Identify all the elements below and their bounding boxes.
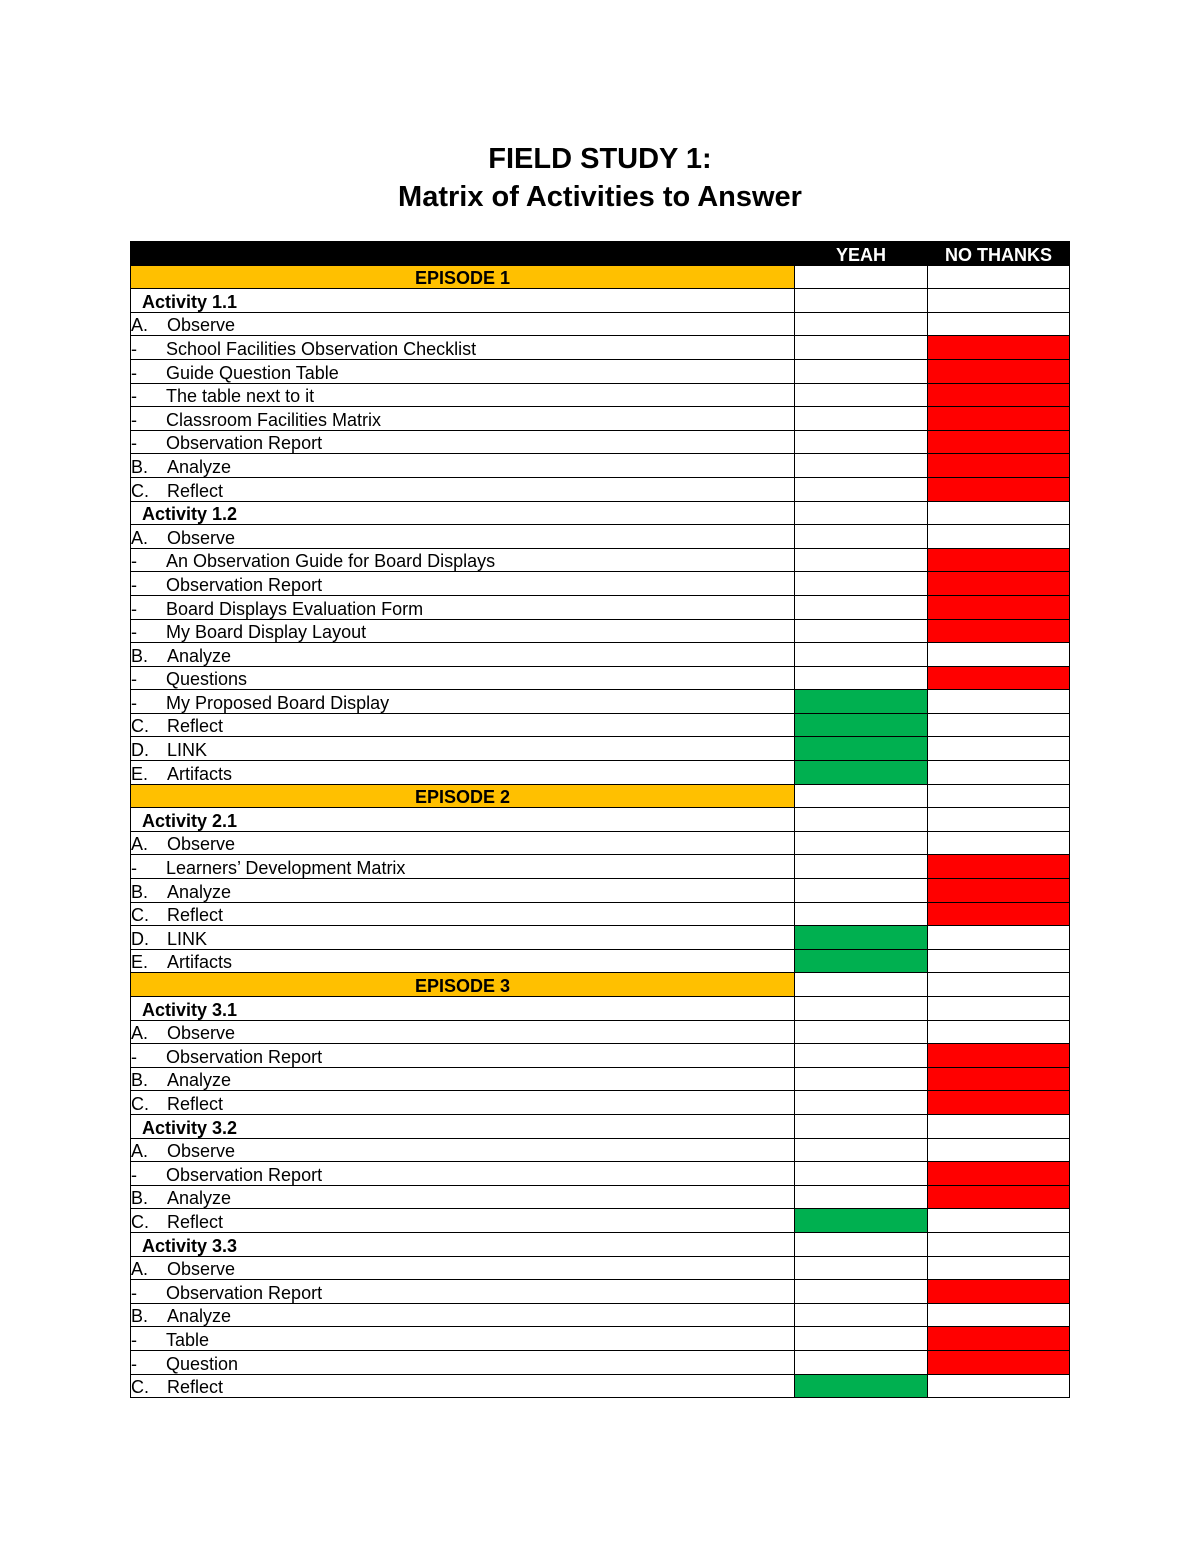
no-thanks-cell: [928, 949, 1070, 973]
yeah-cell: [795, 595, 928, 619]
item-marker: C.: [131, 1377, 149, 1398]
item-marker: B.: [131, 1070, 149, 1091]
item-text: Observation Report: [166, 1046, 323, 1067]
step-label: [131, 737, 795, 761]
yeah-cell: [795, 713, 928, 737]
no-thanks-cell: [928, 737, 1070, 761]
yeah-cell: [795, 336, 928, 360]
yeah-cell: [795, 1350, 928, 1374]
sub-item-label: [131, 690, 795, 714]
activity-label: Activity 2.1: [131, 808, 795, 832]
sub-item-label: [131, 430, 795, 454]
episode-row: [131, 265, 1070, 289]
sub-item-label: [131, 1280, 795, 1304]
sub-row: [131, 383, 1070, 407]
step-label: [131, 1256, 795, 1280]
no-thanks-cell: [928, 713, 1070, 737]
sub-row: [131, 855, 1070, 879]
item-marker: B.: [131, 1306, 149, 1327]
item-text: Observe: [167, 527, 236, 548]
episode-label: EPISODE 1: [131, 265, 795, 289]
page-title: [0, 140, 1200, 216]
no-thanks-cell: [928, 1327, 1070, 1351]
yeah-cell: [795, 973, 928, 997]
no-thanks-cell: [928, 501, 1070, 525]
item-marker: C.: [131, 716, 149, 737]
step-label: [131, 831, 795, 855]
yeah-cell: [795, 1020, 928, 1044]
item-marker: -: [131, 692, 137, 713]
no-thanks-cell: [928, 1374, 1070, 1398]
no-thanks-cell: [928, 265, 1070, 289]
item-text: Questions: [166, 669, 248, 690]
yeah-cell: [795, 784, 928, 808]
step-label: [131, 477, 795, 501]
activity-row: [131, 501, 1070, 525]
item-text: Observe: [167, 834, 236, 855]
item-marker: A.: [131, 315, 149, 336]
no-thanks-cell: [928, 1114, 1070, 1138]
no-thanks-cell: [928, 595, 1070, 619]
sub-item-label: [131, 595, 795, 619]
item-text: Learners’ Development Matrix: [166, 858, 406, 879]
no-thanks-cell: [928, 619, 1070, 643]
item-text: Question: [166, 1353, 239, 1374]
no-thanks-cell: [928, 359, 1070, 383]
sub-row: [131, 407, 1070, 431]
step-label: [131, 1091, 795, 1115]
yeah-cell: [795, 407, 928, 431]
step-row: [131, 1138, 1070, 1162]
no-thanks-cell: [928, 926, 1070, 950]
step-label: [131, 902, 795, 926]
sub-item-label: [131, 407, 795, 431]
no-thanks-cell: [928, 548, 1070, 572]
no-thanks-cell: [928, 808, 1070, 832]
no-thanks-cell: [928, 336, 1070, 360]
item-marker: C.: [131, 1211, 149, 1232]
no-thanks-cell: [928, 383, 1070, 407]
no-thanks-cell: [928, 1280, 1070, 1304]
step-label: [131, 1209, 795, 1233]
item-marker: -: [131, 551, 137, 572]
no-thanks-cell: [928, 1138, 1070, 1162]
step-row: [131, 761, 1070, 785]
step-row: [131, 737, 1070, 761]
no-thanks-cell: [928, 1232, 1070, 1256]
yeah-cell: [795, 926, 928, 950]
activity-row: [131, 289, 1070, 313]
item-marker: A.: [131, 1259, 149, 1280]
yeah-cell: [795, 949, 928, 973]
item-text: Guide Question Table: [166, 362, 339, 383]
step-label: [131, 1067, 795, 1091]
yeah-cell: [795, 1185, 928, 1209]
yeah-cell: [795, 1162, 928, 1186]
header-no-thanks: NO THANKS: [928, 242, 1070, 266]
item-marker: -: [131, 1046, 137, 1067]
step-row: [131, 713, 1070, 737]
step-label: [131, 1374, 795, 1398]
step-label: [131, 926, 795, 950]
sub-row: [131, 430, 1070, 454]
sub-row: [131, 666, 1070, 690]
yeah-cell: [795, 879, 928, 903]
step-row: [131, 831, 1070, 855]
item-marker: A.: [131, 1023, 149, 1044]
episode-label: EPISODE 3: [131, 973, 795, 997]
yeah-cell: [795, 501, 928, 525]
title-line-1: FIELD STUDY 1:: [488, 143, 712, 175]
yeah-cell: [795, 666, 928, 690]
no-thanks-cell: [928, 784, 1070, 808]
step-row: [131, 926, 1070, 950]
yeah-cell: [795, 1091, 928, 1115]
no-thanks-cell: [928, 312, 1070, 336]
header-row: [131, 242, 1070, 266]
sub-item-label: [131, 1350, 795, 1374]
sub-row: [131, 1327, 1070, 1351]
sub-row: [131, 572, 1070, 596]
step-label: [131, 312, 795, 336]
sub-row: [131, 1350, 1070, 1374]
item-marker: A.: [131, 834, 149, 855]
no-thanks-cell: [928, 902, 1070, 926]
step-label: [131, 525, 795, 549]
no-thanks-cell: [928, 1256, 1070, 1280]
item-text: Artifacts: [167, 952, 233, 973]
yeah-cell: [795, 1280, 928, 1304]
sub-item-label: [131, 1044, 795, 1068]
sub-row: [131, 690, 1070, 714]
no-thanks-cell: [928, 454, 1070, 478]
no-thanks-cell: [928, 289, 1070, 313]
item-text: Table: [166, 1329, 210, 1350]
step-row: [131, 1091, 1070, 1115]
activity-row: [131, 1114, 1070, 1138]
sub-row: [131, 1162, 1070, 1186]
sub-item-label: [131, 619, 795, 643]
item-text: Analyze: [167, 1188, 232, 1209]
item-text: Reflect: [167, 905, 224, 926]
activity-row: [131, 1232, 1070, 1256]
no-thanks-cell: [928, 690, 1070, 714]
item-text: Observation Report: [166, 1282, 323, 1303]
item-marker: C.: [131, 1093, 149, 1114]
item-marker: C.: [131, 480, 149, 501]
yeah-cell: [795, 831, 928, 855]
yeah-cell: [795, 477, 928, 501]
sub-item-label: [131, 666, 795, 690]
no-thanks-cell: [928, 973, 1070, 997]
item-text: Reflect: [167, 1377, 224, 1398]
item-text: Analyze: [167, 1070, 232, 1091]
sub-item-label: [131, 359, 795, 383]
yeah-cell: [795, 548, 928, 572]
yeah-cell: [795, 359, 928, 383]
sub-row: [131, 359, 1070, 383]
no-thanks-cell: [928, 1209, 1070, 1233]
item-marker: D.: [131, 740, 149, 761]
step-row: [131, 1185, 1070, 1209]
yeah-cell: [795, 1044, 928, 1068]
episode-label: EPISODE 2: [131, 784, 795, 808]
yeah-cell: [795, 1327, 928, 1351]
sub-row: [131, 595, 1070, 619]
step-row: [131, 1209, 1070, 1233]
sub-row: [131, 336, 1070, 360]
item-text: Analyze: [167, 456, 232, 477]
yeah-cell: [795, 1138, 928, 1162]
yeah-cell: [795, 312, 928, 336]
item-marker: -: [131, 386, 137, 407]
yeah-cell: [795, 1114, 928, 1138]
item-marker: E.: [131, 952, 149, 973]
yeah-cell: [795, 690, 928, 714]
episode-row: [131, 973, 1070, 997]
step-row: [131, 1303, 1070, 1327]
step-row: [131, 525, 1070, 549]
yeah-cell: [795, 902, 928, 926]
sub-row: [131, 619, 1070, 643]
no-thanks-cell: [928, 430, 1070, 454]
no-thanks-cell: [928, 1067, 1070, 1091]
activities-matrix: [130, 241, 1070, 1398]
no-thanks-cell: [928, 879, 1070, 903]
step-row: [131, 1256, 1070, 1280]
step-label: [131, 643, 795, 667]
item-text: Observation Report: [166, 574, 323, 595]
yeah-cell: [795, 619, 928, 643]
item-text: Observe: [167, 1023, 236, 1044]
activity-label: Activity 1.1: [131, 289, 795, 313]
item-text: Reflect: [167, 1093, 224, 1114]
yeah-cell: [795, 1232, 928, 1256]
item-text: LINK: [167, 928, 208, 949]
activity-label: Activity 3.3: [131, 1232, 795, 1256]
item-marker: A.: [131, 1141, 149, 1162]
no-thanks-cell: [928, 477, 1070, 501]
yeah-cell: [795, 737, 928, 761]
item-marker: C.: [131, 905, 149, 926]
step-label: [131, 761, 795, 785]
yeah-cell: [795, 383, 928, 407]
no-thanks-cell: [928, 761, 1070, 785]
step-label: [131, 713, 795, 737]
item-text: Observe: [167, 315, 236, 336]
item-marker: B.: [131, 881, 149, 902]
yeah-cell: [795, 430, 928, 454]
item-marker: -: [131, 574, 137, 595]
item-marker: B.: [131, 456, 149, 477]
step-row: [131, 1067, 1070, 1091]
no-thanks-cell: [928, 831, 1070, 855]
no-thanks-cell: [928, 1303, 1070, 1327]
item-text: Reflect: [167, 716, 224, 737]
sub-item-label: [131, 383, 795, 407]
item-text: Observe: [167, 1141, 236, 1162]
item-marker: -: [131, 1329, 137, 1350]
yeah-cell: [795, 1209, 928, 1233]
step-label: [131, 1185, 795, 1209]
yeah-cell: [795, 997, 928, 1021]
item-marker: D.: [131, 928, 149, 949]
activity-label: Activity 3.1: [131, 997, 795, 1021]
yeah-cell: [795, 808, 928, 832]
sub-row: [131, 548, 1070, 572]
item-text: Reflect: [167, 480, 224, 501]
episode-row: [131, 784, 1070, 808]
item-text: My Board Display Layout: [166, 622, 367, 643]
no-thanks-cell: [928, 1020, 1070, 1044]
no-thanks-cell: [928, 997, 1070, 1021]
item-marker: -: [131, 1353, 137, 1374]
item-text: Classroom Facilities Matrix: [166, 409, 382, 430]
step-row: [131, 879, 1070, 903]
step-label: [131, 949, 795, 973]
step-label: [131, 1303, 795, 1327]
item-text: School Facilities Observation Checklist: [166, 338, 477, 359]
sub-item-label: [131, 1162, 795, 1186]
item-marker: -: [131, 622, 137, 643]
item-text: An Observation Guide for Board Displays: [166, 551, 496, 572]
no-thanks-cell: [928, 1185, 1070, 1209]
item-text: The table next to it: [166, 386, 315, 407]
yeah-cell: [795, 643, 928, 667]
activity-label: Activity 3.2: [131, 1114, 795, 1138]
sub-row: [131, 1044, 1070, 1068]
no-thanks-cell: [928, 1350, 1070, 1374]
item-marker: -: [131, 409, 137, 430]
item-text: Artifacts: [167, 763, 233, 784]
item-text: My Proposed Board Display: [166, 692, 390, 713]
yeah-cell: [795, 1303, 928, 1327]
no-thanks-cell: [928, 666, 1070, 690]
no-thanks-cell: [928, 1162, 1070, 1186]
sub-item-label: [131, 336, 795, 360]
sub-item-label: [131, 1327, 795, 1351]
item-marker: -: [131, 1164, 137, 1185]
no-thanks-cell: [928, 643, 1070, 667]
step-row: [131, 949, 1070, 973]
no-thanks-cell: [928, 855, 1070, 879]
activity-row: [131, 808, 1070, 832]
item-marker: -: [131, 433, 137, 454]
title-line-2: Matrix of Activities to Answer: [398, 181, 802, 213]
yeah-cell: [795, 761, 928, 785]
item-text: Analyze: [167, 1306, 232, 1327]
yeah-cell: [795, 855, 928, 879]
step-row: [131, 1020, 1070, 1044]
item-text: Board Displays Evaluation Form: [166, 598, 424, 619]
yeah-cell: [795, 1256, 928, 1280]
no-thanks-cell: [928, 407, 1070, 431]
sub-item-label: [131, 855, 795, 879]
item-text: Observation Report: [166, 433, 323, 454]
item-text: Observation Report: [166, 1164, 323, 1185]
yeah-cell: [795, 289, 928, 313]
yeah-cell: [795, 454, 928, 478]
yeah-cell: [795, 1067, 928, 1091]
item-marker: E.: [131, 763, 149, 784]
item-marker: A.: [131, 527, 149, 548]
header-yeah: YEAH: [795, 242, 928, 266]
step-label: [131, 1020, 795, 1044]
matrix-body: [131, 242, 1070, 1398]
step-row: [131, 454, 1070, 478]
sub-item-label: [131, 548, 795, 572]
step-row: [131, 902, 1070, 926]
step-label: [131, 879, 795, 903]
item-marker: B.: [131, 1188, 149, 1209]
step-row: [131, 1374, 1070, 1398]
activity-row: [131, 997, 1070, 1021]
yeah-cell: [795, 572, 928, 596]
item-marker: -: [131, 598, 137, 619]
yeah-cell: [795, 525, 928, 549]
item-marker: -: [131, 858, 137, 879]
item-marker: B.: [131, 645, 149, 666]
item-marker: -: [131, 362, 137, 383]
item-text: Reflect: [167, 1211, 224, 1232]
header-activity-cell: [131, 242, 795, 266]
step-label: [131, 454, 795, 478]
no-thanks-cell: [928, 1091, 1070, 1115]
yeah-cell: [795, 265, 928, 289]
no-thanks-cell: [928, 525, 1070, 549]
item-marker: -: [131, 669, 137, 690]
item-text: LINK: [167, 740, 208, 761]
no-thanks-cell: [928, 572, 1070, 596]
sub-item-label: [131, 572, 795, 596]
step-row: [131, 477, 1070, 501]
item-marker: -: [131, 1282, 137, 1303]
no-thanks-cell: [928, 1044, 1070, 1068]
item-text: Analyze: [167, 881, 232, 902]
yeah-cell: [795, 1374, 928, 1398]
activity-label: Activity 1.2: [131, 501, 795, 525]
step-row: [131, 643, 1070, 667]
step-row: [131, 312, 1070, 336]
sub-row: [131, 1280, 1070, 1304]
item-text: Observe: [167, 1259, 236, 1280]
step-label: [131, 1138, 795, 1162]
item-text: Analyze: [167, 645, 232, 666]
item-marker: -: [131, 338, 137, 359]
